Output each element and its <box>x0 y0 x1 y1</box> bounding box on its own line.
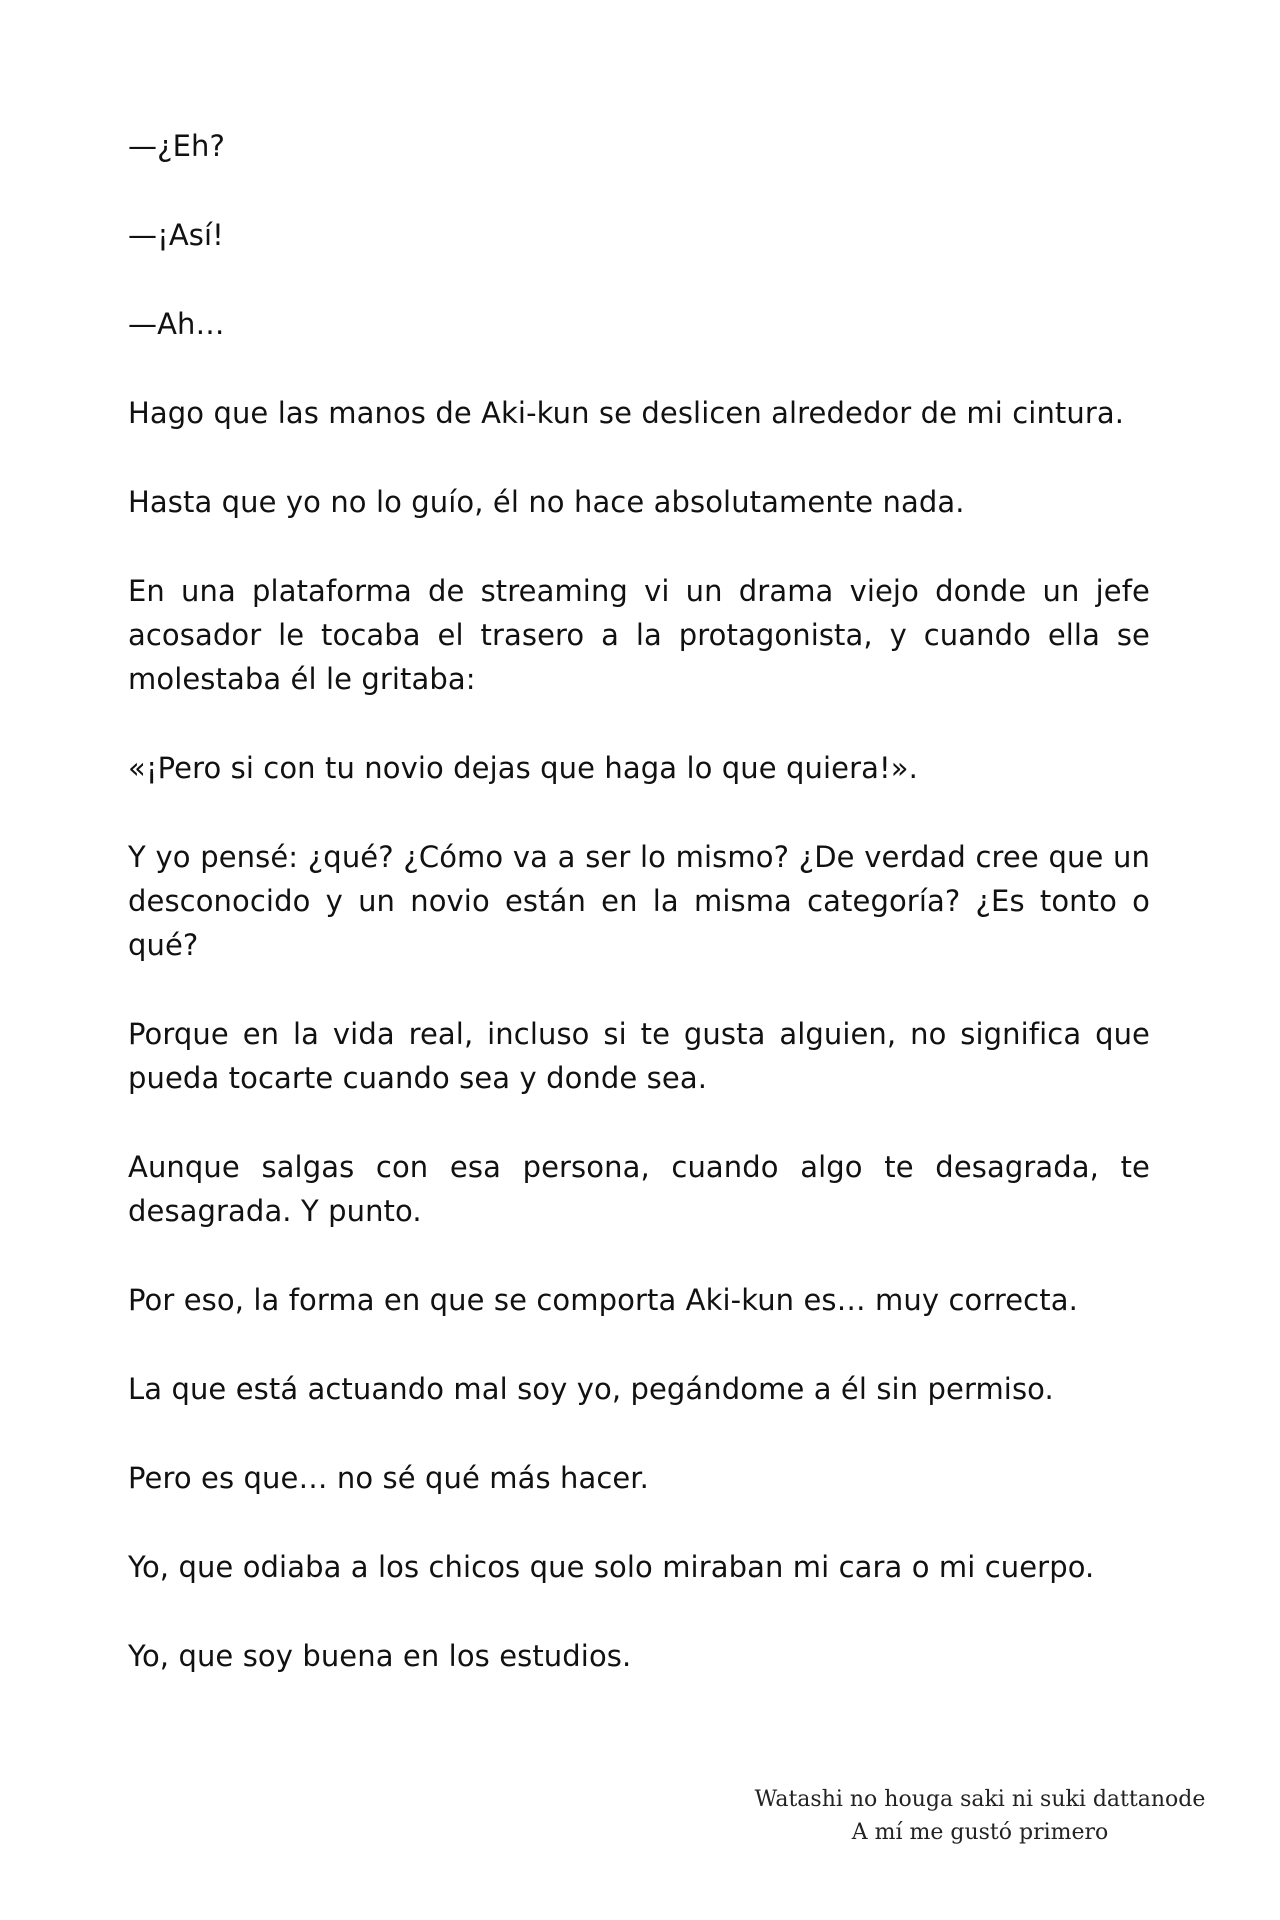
paragraph: Pero es que… no sé qué más hacer. <box>128 1461 649 1495</box>
dialogue-line: —¿Eh? <box>128 129 225 163</box>
body-text <box>128 124 1150 1723</box>
paragraph: Yo, que odiaba a los chicos que solo miraban mi cara o mi cuerpo. <box>128 1550 1095 1584</box>
paragraph: Hasta que yo no lo guío, él no hace absolutamente nada. <box>128 485 965 519</box>
paragraph: Yo, que soy buena en los estudios. <box>128 1639 632 1673</box>
footer-subtitle: A mí me gustó primero <box>851 1820 1109 1845</box>
page-footer <box>740 1783 1220 1849</box>
paragraph: Hago que las manos de Aki-kun se deslicen alrededor de mi cintura. <box>128 396 1125 430</box>
dialogue-line: —Ah… <box>128 307 225 341</box>
paragraph: «¡Pero si con tu novio dejas que haga lo que quiera!». <box>128 751 918 785</box>
dialogue-line: —¡Así! <box>128 218 224 252</box>
footer-title: Watashi no houga saki ni suki dattanode <box>754 1787 1206 1812</box>
paragraph: Porque en la vida real, incluso si te gusta alguien, no significa que pueda tocarte cuando sea y donde sea. <box>128 1017 1150 1095</box>
paragraph: En una plataforma de streaming vi un drama viejo donde un jefe acosador le tocaba el trasero a la protagonista, y cuando ella se molestaba él le gritaba: <box>128 574 1150 696</box>
paragraph: La que está actuando mal soy yo, pegándome a él sin permiso. <box>128 1372 1054 1406</box>
paragraph: Y yo pensé: ¿qué? ¿Cómo va a ser lo mismo? ¿De verdad cree que un desconocido y un novio están en la misma categoría? ¿Es tonto o qué? <box>128 840 1150 962</box>
paragraph: Por eso, la forma en que se comporta Aki-kun es… muy correcta. <box>128 1283 1078 1317</box>
paragraph: Aunque salgas con esa persona, cuando algo te desagrada, te desagrada. Y punto. <box>128 1150 1150 1228</box>
